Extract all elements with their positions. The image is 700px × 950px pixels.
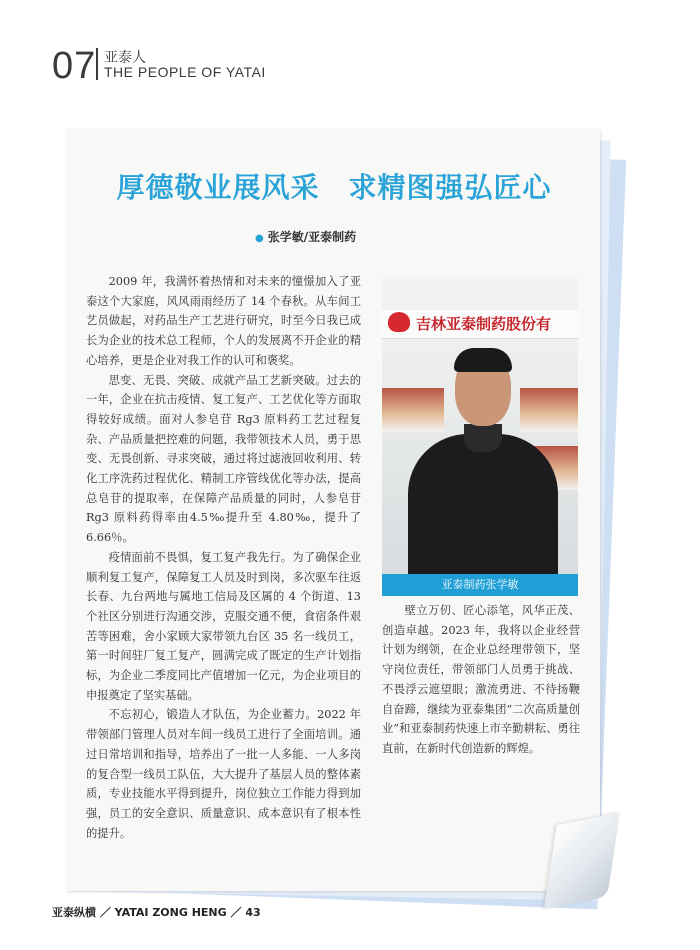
- article-paragraph: 壁立万仞、匠心添笔，风华正茂、创造卓越。2023 年，我将以企业经营计划为纲领，在企业总经理带领下，坚守岗位责任，带领部门人员勇于挑战、不畏浮云遮望眼；激流勇进、不待扬鞭自奋蹄，继续为亚泰集团“二次高质量创业”和亚泰制药快速上市辛勤耕耘、勇往直前，在新时代创造新的辉煌。: [382, 604, 580, 755]
- product-shelf: [382, 388, 444, 432]
- person-hair: [454, 348, 512, 372]
- photo-caption: 亚泰制药张学敏: [382, 574, 578, 596]
- company-sign-text: 吉林亚泰制药股份有: [416, 315, 552, 333]
- page-footer: 亚泰纵横 ／ YATAI ZONG HENG ／ 43: [52, 906, 261, 919]
- article-paragraph: 不忘初心，锻造人才队伍，为企业蓄力。2022 年带领部门管理人员对车间一线员工进行了全面培训。通过日常培训和指导，培养出了一批一人多能、一人多岗的复合型一线员工队伍，大大提升了基层人员的整体素质，专业技能水平得到提升，岗位独立工作能力得到加强，员工的安全意识、质量意识、成本意识有了根本性的提升。: [86, 708, 361, 840]
- section-title-cn: 亚泰人: [104, 50, 146, 66]
- page-section-number: 07: [52, 45, 97, 87]
- article-column-right: [382, 601, 580, 759]
- article-paragraph: 思变、无畏、突破、成就产品工艺新突破。过去的一年，企业在抗击疫情、复工复产、工艺优化等方面取得较好成绩。面对人参皂苷 Rg3 原料药工艺过程复杂、产品质量把控难的问题，我带领技术人员，勇于思变、无畏创新、寻求突破，通过将过滤液回收利用、转化工序洗药过程优化、精制工序管线优化等办法，提高总皂苷的提取率，在保障产品质量的同时，人参皂苷 Rg3 原料药得率由4.5‰提升至 4.80‰，提升了 6.66％。: [86, 373, 361, 545]
- article-byline: [255, 228, 356, 245]
- header-divider: [96, 48, 98, 80]
- company-logo-icon: [388, 312, 410, 332]
- page-curl: [544, 813, 620, 910]
- person-jacket: [408, 434, 558, 596]
- article-paragraph: 2009 年，我满怀着热情和对未来的憧憬加入了亚泰这个大家庭，风风雨雨经历了 14 个春秋。从车间工艺员做起，对药品生产工艺进行研究，时至今日我已成长为企业的技术总工程师，个人的发展离不开企业的精心培养，更是企业对我工作的认可和褒奖。: [86, 275, 361, 367]
- product-shelf: [520, 388, 578, 432]
- section-title-en: THE PEOPLE OF YATAI: [104, 64, 266, 80]
- byline-text: 张学敏/亚泰制药: [267, 230, 357, 244]
- article-paragraph: 疫情面前不畏惧，复工复产我先行。为了确保企业顺利复工复产，保障复工人员及时到岗，多次驱车往返长春、九台两地与属地工信局及区属的 4 个街道、13 个社区分别进行沟通交涉，克服交通不便，食宿条件艰苦等困难，舍小家顾大家带领九台区 35 名一线员工，第一时间驻厂复工复产，圆满完成了既定的生产计划指标，为企业二季度同比产值增加一亿元，为企业项目的申报奠定了坚实基础。: [86, 550, 361, 702]
- byline-marker: ●: [255, 233, 264, 244]
- article-column-left: [86, 272, 361, 843]
- article-title: 厚德敬业展风采 求精图强弘匠心: [116, 171, 552, 204]
- portrait-photo: [382, 276, 578, 596]
- person-collar: [464, 424, 502, 452]
